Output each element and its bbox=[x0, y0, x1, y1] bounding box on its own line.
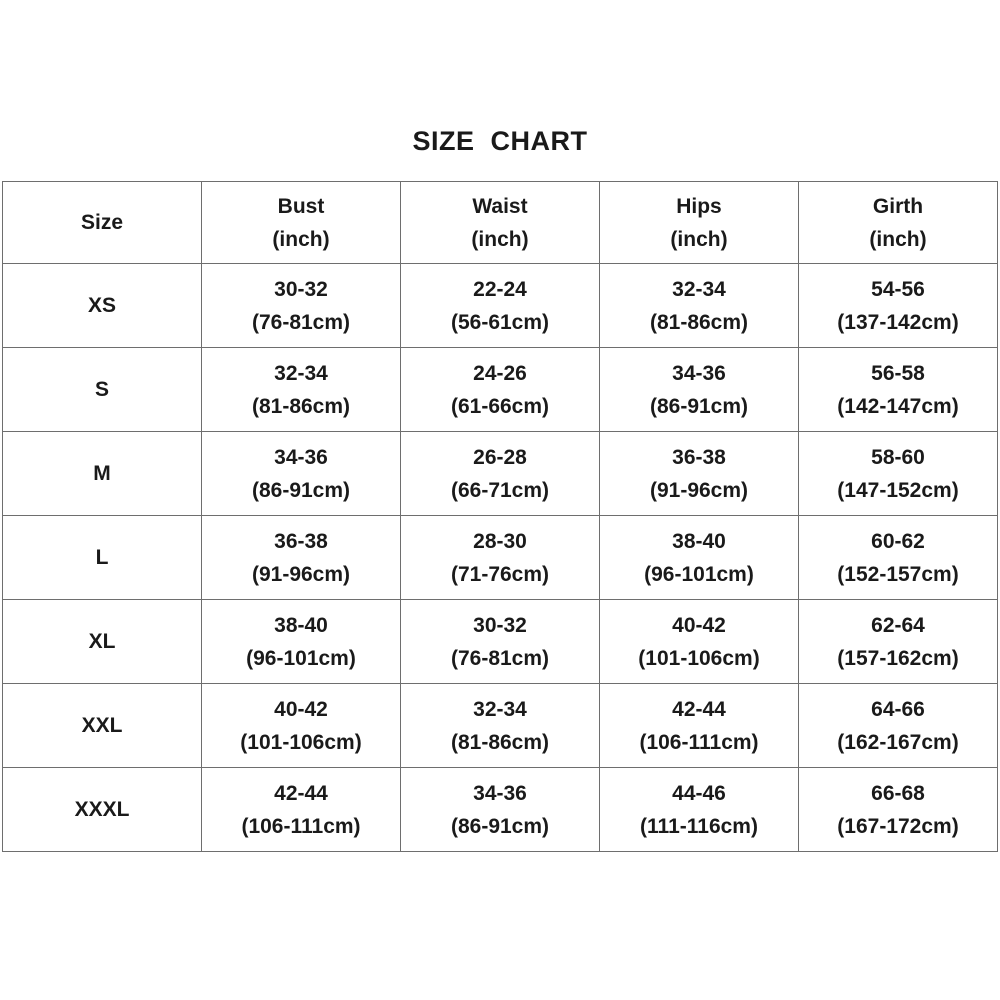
inch-value: 40-42 bbox=[274, 697, 328, 721]
table-row-xxxl bbox=[3, 768, 998, 852]
size-label: XXXL bbox=[3, 768, 202, 852]
hips-cell bbox=[600, 432, 799, 516]
inch-value: 40-42 bbox=[672, 613, 726, 637]
bust-cell bbox=[202, 768, 401, 852]
header-cell-girth bbox=[799, 182, 998, 264]
page-title: SIZE CHART bbox=[412, 126, 588, 156]
inch-value: 32-34 bbox=[672, 277, 726, 301]
cm-value: (106-111cm) bbox=[639, 730, 759, 754]
cm-value: (71-76cm) bbox=[450, 562, 550, 586]
cm-value: (91-96cm) bbox=[649, 478, 749, 502]
cm-value: (157-162cm) bbox=[837, 646, 959, 670]
size-label: XS bbox=[3, 264, 202, 348]
cm-value: (56-61cm) bbox=[450, 310, 550, 334]
header-cell-hips bbox=[600, 182, 799, 264]
bust-cell bbox=[202, 516, 401, 600]
cm-value: (76-81cm) bbox=[450, 646, 550, 670]
bust-cell bbox=[202, 600, 401, 684]
inch-value: 22-24 bbox=[473, 277, 527, 301]
bust-cell bbox=[202, 264, 401, 348]
inch-value: 66-68 bbox=[871, 781, 925, 805]
cm-value: (86-91cm) bbox=[649, 394, 749, 418]
waist-cell bbox=[401, 516, 600, 600]
table-row-m bbox=[3, 432, 998, 516]
cm-value: (167-172cm) bbox=[837, 814, 959, 838]
header-row bbox=[3, 182, 998, 264]
table-row-xs bbox=[3, 264, 998, 348]
cm-value: (81-86cm) bbox=[450, 730, 550, 754]
hips-cell bbox=[600, 516, 799, 600]
size-label: S bbox=[3, 348, 202, 432]
girth-cell bbox=[799, 264, 998, 348]
hips-cell bbox=[600, 600, 799, 684]
cm-value: (142-147cm) bbox=[837, 394, 959, 418]
table-row-l bbox=[3, 516, 998, 600]
cm-value: (152-157cm) bbox=[837, 562, 959, 586]
header-unit: (inch) bbox=[471, 227, 529, 251]
cm-value: (61-66cm) bbox=[450, 394, 550, 418]
bust-cell bbox=[202, 432, 401, 516]
waist-cell bbox=[401, 432, 600, 516]
header-label: Girth bbox=[872, 194, 924, 218]
inch-value: 36-38 bbox=[274, 529, 328, 553]
header-cell-bust bbox=[202, 182, 401, 264]
cm-value: (106-111cm) bbox=[241, 814, 361, 838]
hips-cell bbox=[600, 684, 799, 768]
inch-value: 36-38 bbox=[672, 445, 726, 469]
header-unit: (inch) bbox=[272, 227, 330, 251]
table-row-xl bbox=[3, 600, 998, 684]
cm-value: (96-101cm) bbox=[644, 562, 754, 586]
header-cell-size bbox=[3, 182, 202, 264]
table-row-s bbox=[3, 348, 998, 432]
cm-value: (162-167cm) bbox=[837, 730, 959, 754]
waist-cell bbox=[401, 348, 600, 432]
girth-cell bbox=[799, 600, 998, 684]
hips-cell bbox=[600, 264, 799, 348]
waist-cell bbox=[401, 264, 600, 348]
inch-value: 28-30 bbox=[473, 529, 527, 553]
inch-value: 62-64 bbox=[871, 613, 925, 637]
girth-cell bbox=[799, 348, 998, 432]
header-unit: (inch) bbox=[670, 227, 728, 251]
inch-value: 64-66 bbox=[871, 697, 925, 721]
cm-value: (111-116cm) bbox=[640, 814, 758, 838]
inch-value: 34-36 bbox=[672, 361, 726, 385]
cm-value: (101-106cm) bbox=[638, 646, 760, 670]
header-cell-waist bbox=[401, 182, 600, 264]
cm-value: (76-81cm) bbox=[251, 310, 351, 334]
inch-value: 34-36 bbox=[473, 781, 527, 805]
size-label: XXL bbox=[3, 684, 202, 768]
size-chart-table bbox=[2, 181, 998, 852]
cm-value: (147-152cm) bbox=[837, 478, 959, 502]
table-header bbox=[3, 182, 998, 264]
girth-cell bbox=[799, 516, 998, 600]
inch-value: 42-44 bbox=[672, 697, 726, 721]
header-label: Size bbox=[80, 211, 124, 234]
waist-cell bbox=[401, 600, 600, 684]
size-label: XL bbox=[3, 600, 202, 684]
inch-value: 38-40 bbox=[274, 613, 328, 637]
cm-value: (66-71cm) bbox=[450, 478, 550, 502]
inch-value: 26-28 bbox=[473, 445, 527, 469]
hips-cell bbox=[600, 348, 799, 432]
inch-value: 24-26 bbox=[473, 361, 527, 385]
inch-value: 32-34 bbox=[274, 361, 328, 385]
cm-value: (101-106cm) bbox=[240, 730, 362, 754]
waist-cell bbox=[401, 684, 600, 768]
inch-value: 30-32 bbox=[274, 277, 328, 301]
header-label: Waist bbox=[472, 194, 528, 218]
cm-value: (81-86cm) bbox=[251, 394, 351, 418]
inch-value: 60-62 bbox=[871, 529, 925, 553]
waist-cell bbox=[401, 768, 600, 852]
girth-cell bbox=[799, 432, 998, 516]
size-label: M bbox=[3, 432, 202, 516]
table-body bbox=[3, 264, 998, 852]
inch-value: 30-32 bbox=[473, 613, 527, 637]
inch-value: 44-46 bbox=[672, 781, 726, 805]
cm-value: (86-91cm) bbox=[450, 814, 550, 838]
cm-value: (137-142cm) bbox=[837, 310, 959, 334]
bust-cell bbox=[202, 348, 401, 432]
bust-cell bbox=[202, 684, 401, 768]
inch-value: 38-40 bbox=[672, 529, 726, 553]
girth-cell bbox=[799, 684, 998, 768]
header-label: Hips bbox=[676, 194, 722, 218]
inch-value: 56-58 bbox=[871, 361, 925, 385]
hips-cell bbox=[600, 768, 799, 852]
cm-value: (86-91cm) bbox=[251, 478, 351, 502]
size-label: L bbox=[3, 516, 202, 600]
cm-value: (96-101cm) bbox=[246, 646, 356, 670]
header-unit: (inch) bbox=[869, 227, 927, 251]
inch-value: 32-34 bbox=[473, 697, 527, 721]
table-row-xxl bbox=[3, 684, 998, 768]
cm-value: (91-96cm) bbox=[251, 562, 351, 586]
inch-value: 42-44 bbox=[274, 781, 328, 805]
inch-value: 58-60 bbox=[871, 445, 925, 469]
inch-value: 54-56 bbox=[871, 277, 925, 301]
header-label: Bust bbox=[277, 194, 325, 218]
girth-cell bbox=[799, 768, 998, 852]
cm-value: (81-86cm) bbox=[649, 310, 749, 334]
inch-value: 34-36 bbox=[274, 445, 328, 469]
